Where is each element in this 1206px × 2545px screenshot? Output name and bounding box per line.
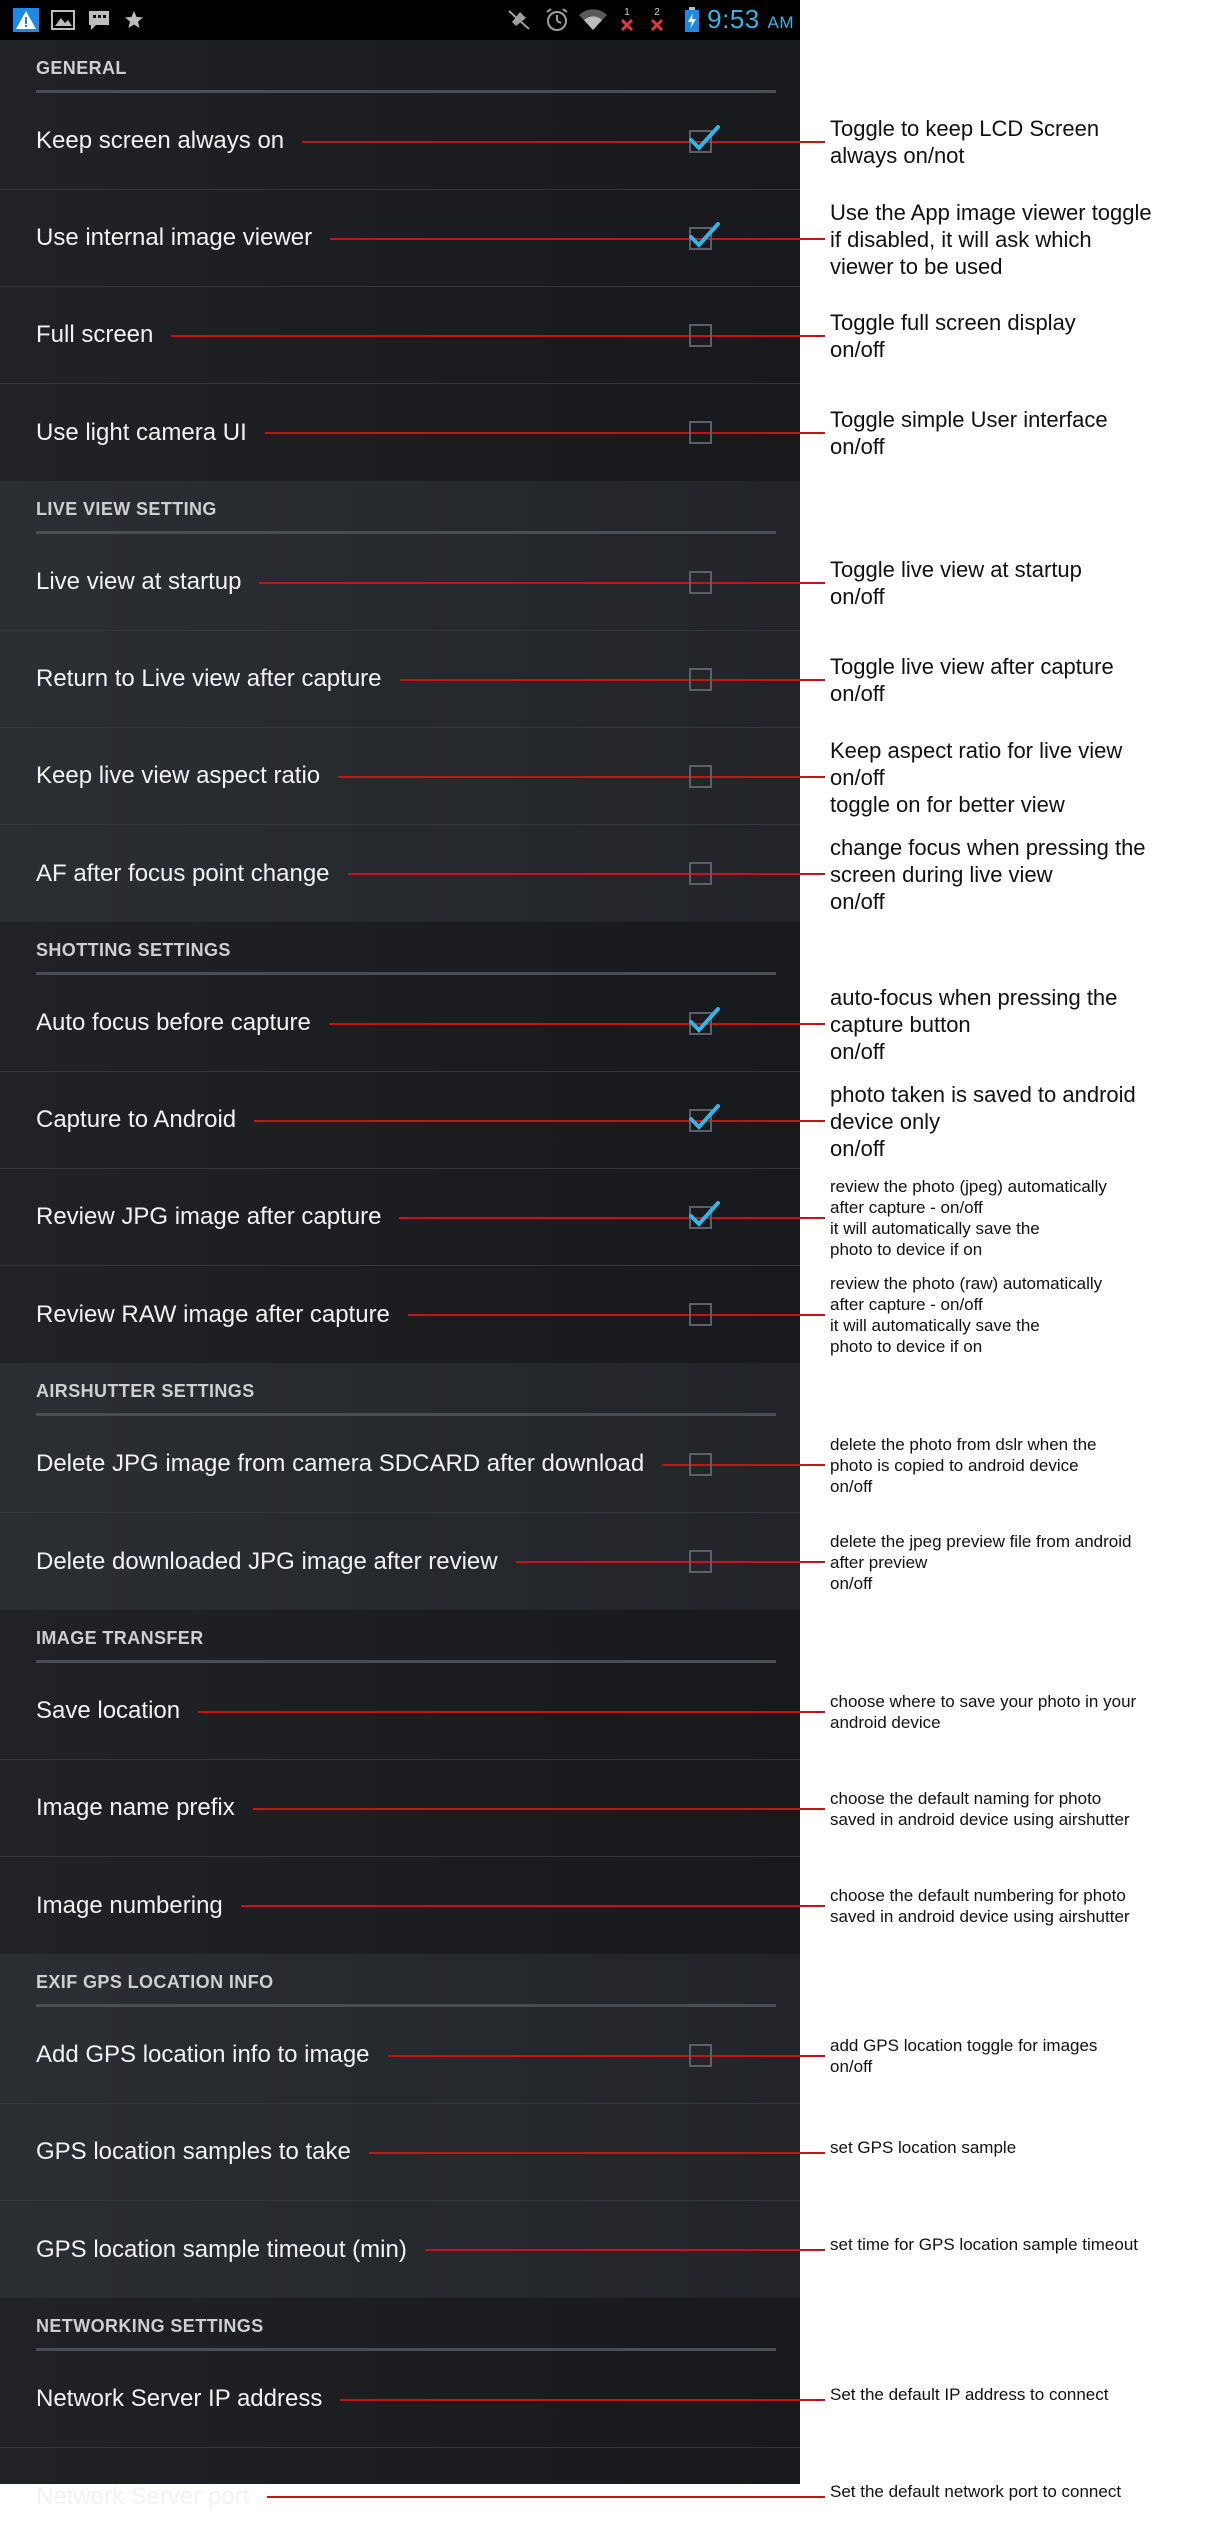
setting-checkbox[interactable] [689,1303,712,1326]
annotation-note: change focus when pressing the screen during live view on/off [830,834,1146,914]
leader-line [388,2055,795,2057]
setting-row[interactable] [0,1760,800,1857]
leader-line-extension [795,776,825,778]
annotation-note: add GPS location toggle for images on/off [830,2036,1098,2076]
annotation-note: review the photo (raw) automatically after capture - on/off it will automatically save the photo to device if on [830,1274,1103,1356]
setting-checkbox[interactable] [689,130,712,153]
annotation-note: delete the photo from dslr when the photo is copied to android device on/off [830,1434,1097,1496]
setting-title: Capture to Android [36,1106,237,1133]
setting-title: GPS location samples to take [36,2138,351,2165]
settings-group [0,1363,800,1610]
setting-row[interactable] [0,93,800,190]
annotation-note: auto-focus when pressing the capture button on/off [830,984,1118,1064]
annotation-note: Keep aspect ratio for live view on/off toggle on for better view [830,737,1123,817]
setting-row[interactable] [0,2448,800,2545]
leader-line-extension [795,2496,825,2498]
checkmark-icon [688,1005,720,1035]
group-header: SHOTTING SETTINGS [36,940,231,960]
leader-line [253,1808,795,1810]
status-bar [0,0,800,40]
annotation-note: delete the jpeg preview file from android after preview on/off [830,1531,1132,1593]
group-header: NETWORKING SETTINGS [36,2316,264,2336]
setting-row[interactable] [0,2351,800,2448]
annotation-note: Set the default IP address to connect [830,2385,1109,2404]
leader-line [302,141,795,143]
leader-line [241,1905,795,1907]
setting-row[interactable] [0,1663,800,1760]
leader-line [662,1464,795,1466]
leader-line [330,238,795,240]
checkmark-icon [688,1102,720,1132]
checkmark-icon [688,1199,720,1229]
setting-title: AF after focus point change [36,859,330,887]
leader-line [369,2152,795,2154]
setting-row[interactable] [0,1072,800,1169]
leader-line-extension [795,1905,825,1907]
setting-title: GPS location sample timeout (min) [36,2235,407,2263]
leader-line-extension [795,2249,825,2251]
settings-group [0,1954,800,2298]
setting-checkbox[interactable] [689,324,712,347]
annotation-note: Toggle live view after capture on/off [830,654,1114,706]
sim2-no-signal-icon: 2 [646,8,668,32]
checkmark-icon [688,220,720,250]
leader-line-extension [795,1314,825,1316]
setting-row[interactable] [0,631,800,728]
group-header: AIRSHUTTER SETTINGS [36,1381,255,1401]
leader-line-extension [795,1120,825,1122]
leader-line-extension [795,582,825,584]
setting-row[interactable] [0,384,800,481]
settings-group [0,1610,800,1954]
leader-line-extension [795,335,825,337]
leader-line-extension [795,1808,825,1810]
setting-title: Save location [36,1697,181,1724]
leader-line-extension [795,1711,825,1713]
setting-title: Live view at startup [36,568,242,595]
settings-group [0,2298,800,2545]
setting-checkbox[interactable] [689,1550,712,1573]
setting-row[interactable] [0,1169,800,1266]
setting-row[interactable] [0,728,800,825]
status-clock [707,4,794,35]
setting-title: Return to Live view after capture [36,665,382,692]
annotation-note: choose where to save your photo in your android device [830,1692,1137,1732]
setting-title: Review RAW image after capture [36,1300,390,1328]
sim1-no-signal-icon: 1 [616,8,638,32]
settings-group [0,40,800,481]
leader-line-extension [795,1023,825,1025]
setting-title: Add GPS location info to image [36,2041,370,2068]
leader-line [265,432,795,434]
leader-line [425,2249,795,2251]
leader-line-extension [795,1464,825,1466]
setting-checkbox[interactable] [689,227,712,250]
setting-checkbox[interactable] [689,1012,712,1035]
checkmark-icon [688,123,720,153]
settings-list [0,40,800,2545]
group-header: LIVE VIEW SETTING [36,499,217,519]
setting-title: Image numbering [36,1891,223,1919]
setting-checkbox[interactable] [689,1109,712,1132]
setting-checkbox[interactable] [689,668,712,691]
setting-row[interactable] [0,825,800,922]
leader-line-extension [795,1561,825,1563]
setting-checkbox[interactable] [689,1453,712,1476]
warning-icon [12,8,40,32]
annotation-note: Use the App image viewer toggle if disabled, it will ask which viewer to be used [830,199,1152,279]
setting-row[interactable] [0,1513,800,1610]
group-header: GENERAL [36,58,127,78]
leader-line-extension [795,432,825,434]
setting-checkbox[interactable] [689,421,712,444]
annotation-note: Toggle live view at startup on/off [830,557,1082,609]
setting-row[interactable] [0,1266,800,1363]
setting-checkbox[interactable] [689,1206,712,1229]
setting-title: Full screen [36,321,154,348]
setting-row[interactable] [0,2104,800,2201]
group-header: EXIF GPS LOCATION INFO [36,1972,274,1992]
setting-checkbox[interactable] [689,862,712,885]
leader-line-extension [795,873,825,875]
leader-line-extension [795,1217,825,1219]
setting-title: Network Server port [36,2482,250,2510]
setting-title: Use internal image viewer [36,224,313,251]
leader-line [267,2496,795,2498]
setting-row[interactable] [0,1857,800,1954]
leader-line-extension [795,2399,825,2401]
setting-row[interactable] [0,190,800,287]
leader-line [198,1711,795,1713]
group-header: IMAGE TRANSFER [36,1628,204,1648]
chat-icon [86,8,112,32]
annotation-note: review the photo (jpeg) automatically after capture - on/off it will automatically save the photo to device if on [830,1177,1107,1259]
leader-line [259,582,795,584]
leader-line-extension [795,679,825,681]
setting-checkbox[interactable] [689,2044,712,2067]
annotation-note: photo taken is saved to android device only on/off [830,1081,1136,1161]
annotation-note: Toggle to keep LCD Screen always on/not [830,116,1100,168]
setting-row[interactable] [0,975,800,1072]
setting-row[interactable] [0,1416,800,1513]
leader-line-extension [795,2152,825,2154]
settings-group [0,922,800,1363]
setting-title: Delete downloaded JPG image after review [36,1547,498,1575]
leader-line [348,873,795,875]
setting-checkbox[interactable] [689,571,712,594]
setting-row[interactable] [0,534,800,631]
setting-title: Keep live view aspect ratio [36,762,321,789]
gallery-icon [50,8,76,32]
setting-title: Auto focus before capture [36,1009,311,1036]
settings-group [0,481,800,922]
annotation-note: Toggle simple User interface on/off [830,407,1108,459]
leader-line-extension [795,238,825,240]
setting-row[interactable] [0,2201,800,2298]
setting-title: Review JPG image after capture [36,1203,382,1230]
battery-charging-icon [682,8,702,32]
leader-line [399,1217,795,1219]
leader-line [516,1561,795,1563]
leader-line [340,2399,795,2401]
setting-row[interactable] [0,287,800,384]
leader-line-extension [795,141,825,143]
leader-line [329,1023,795,1025]
leader-line-extension [795,2055,825,2057]
alarm-icon [543,8,571,32]
wifi-icon [578,8,608,32]
annotation-note: choose the default numbering for photo saved in android device using airshutter [830,1886,1130,1926]
setting-title: Image name prefix [36,1794,235,1821]
mute-icon [505,8,533,32]
setting-checkbox[interactable] [689,765,712,788]
setting-title: Keep screen always on [36,127,285,154]
setting-row[interactable] [0,2007,800,2104]
leader-line [400,679,795,681]
annotation-note: Set the default network port to connect [830,2482,1122,2501]
clock-ampm: AM [767,13,794,32]
setting-title: Network Server IP address [36,2385,323,2412]
setting-title: Delete JPG image from camera SDCARD after download [36,1450,645,1477]
annotation-note: set time for GPS location sample timeout [830,2235,1139,2254]
leader-line [408,1314,795,1316]
setting-title: Use light camera UI [36,418,247,446]
clock-time: 9:53 [707,4,760,34]
annotation-note: Toggle full screen display on/off [830,310,1076,362]
leader-line [338,776,795,778]
annotation-note: choose the default naming for photo saved in android device using airshutter [830,1789,1130,1829]
annotation-note: set GPS location sample [830,2138,1017,2157]
star-icon [122,8,146,32]
